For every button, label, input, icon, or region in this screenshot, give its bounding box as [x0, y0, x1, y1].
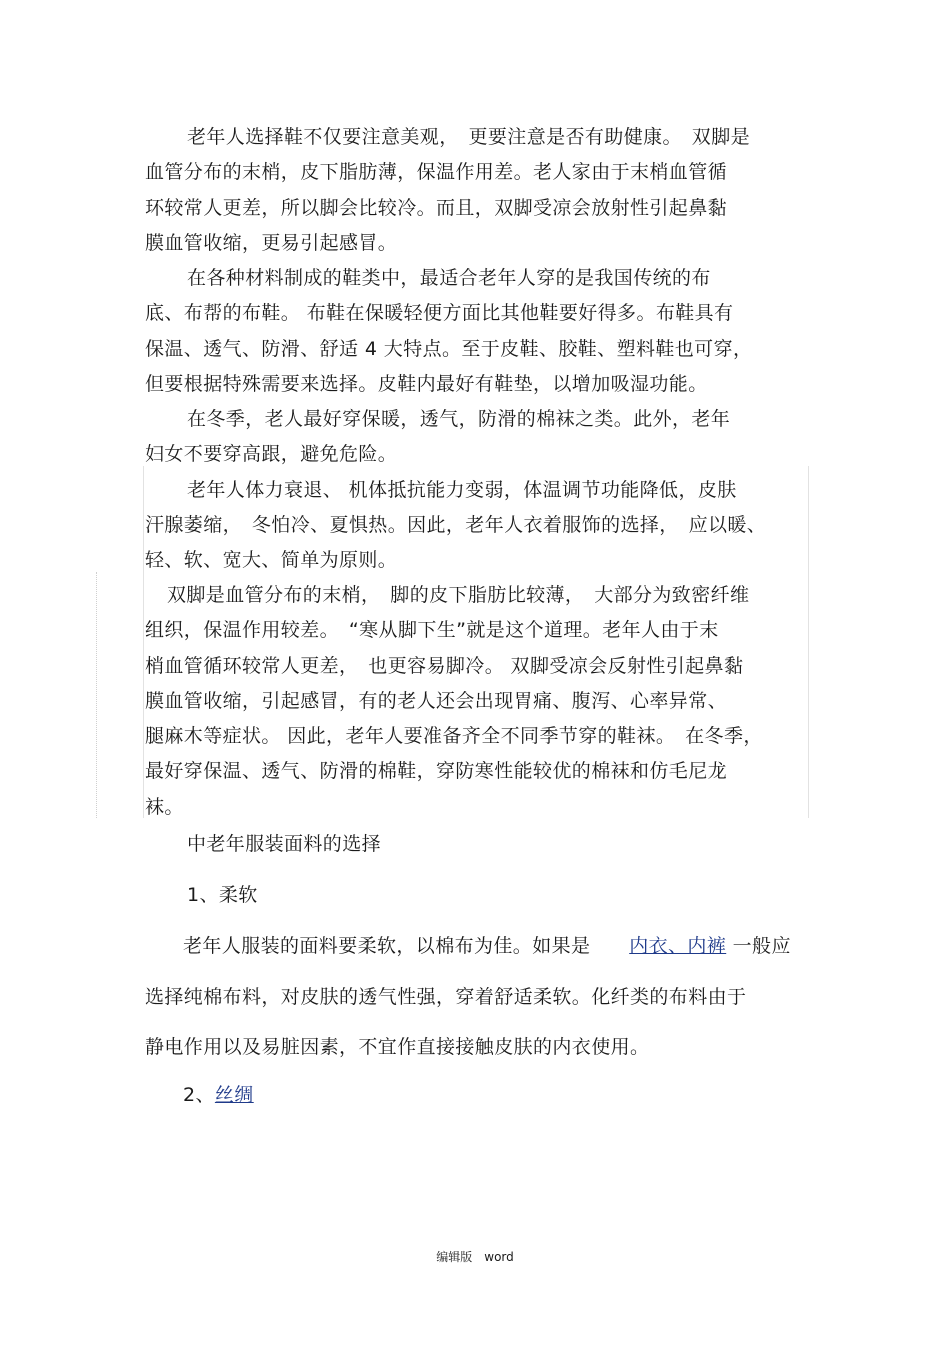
- text-line: 膜血管收缩，更易引起感冒。: [145, 232, 398, 254]
- silk-link[interactable]: 丝绸: [214, 1084, 254, 1106]
- text-span: 老年人服装的面料要柔软，以棉布为佳。如果是: [183, 935, 630, 957]
- fabric-line-1: [183, 934, 791, 958]
- fabric-line-3: 静电作用以及易脏因素，不宜作直接接触皮肤的内衣使用。: [145, 1036, 650, 1058]
- text-line: 老年人选择鞋不仅要注意美观， 更要注意是否有助健康。 双脚是: [187, 126, 751, 148]
- text-line: 老年人体力衰退、 机体抵抗能力变弱，体温调节功能降低，皮肤: [187, 479, 737, 501]
- text-line: 妇女不要穿高跟，避免危险。: [145, 443, 398, 465]
- text-line: 膜血管收缩，引起感冒，有的老人还会出现胃痛、腹泻、心率异常、: [145, 690, 728, 712]
- fabric-line-2: 选择纯棉布料，对皮肤的透气性强，穿着舒适柔软。化纤类的布料由于: [145, 986, 747, 1008]
- section-title: 中老年服装面料的选择: [187, 833, 382, 855]
- text-line: 在各种材料制成的鞋类中，最适合老年人穿的是我国传统的布: [187, 267, 711, 289]
- text-line: 袜。: [145, 796, 184, 818]
- text-line: 血管分布的末梢，皮下脂肪薄，保温作用差。老人家由于末梢血管循: [145, 161, 728, 183]
- text-span: 一般应: [726, 935, 791, 957]
- text-span: 2、: [183, 1084, 215, 1106]
- text-line: 底、布帮的布鞋。 布鞋在保暖轻便方面比其他鞋要好得多。布鞋具有: [145, 302, 734, 324]
- margin-guide-line: [96, 572, 97, 818]
- text-line: 汗腺萎缩， 冬怕冷、夏惧热。因此，老年人衣着服饰的选择， 应以暖、: [145, 514, 767, 536]
- text-line: 组织，保温作用较差。 “寒从脚下生”就是这个道理。老年人由于末: [145, 619, 719, 641]
- text-line: 轻、软、宽大、简单为原则。: [145, 549, 398, 571]
- item-heading-soft: 1、柔软: [187, 884, 258, 906]
- text-line: 最好穿保温、透气、防滑的棉鞋，穿防寒性能较优的棉袜和仿毛尼龙: [145, 760, 728, 782]
- page-footer: 编辑版 word: [436, 1250, 514, 1264]
- text-line: 在冬季，老人最好穿保暖，透气，防滑的棉袜之类。此外，老年: [187, 408, 731, 430]
- text-line: 环较常人更差，所以脚会比较冷。而且，双脚受凉会放射性引起鼻黏: [145, 197, 728, 219]
- text-line: 梢血管循环较常人更差， 也更容易脚冷。 双脚受凉会反射性引起鼻黏: [145, 655, 744, 677]
- item-heading-silk: [183, 1083, 254, 1107]
- underwear-link[interactable]: 内衣、内裤: [629, 935, 727, 957]
- text-line: 但要根据特殊需要来选择。皮鞋内最好有鞋垫，以增加吸湿功能。: [145, 373, 708, 395]
- text-line: 双脚是血管分布的末梢， 脚的皮下脂肪比较薄， 大部分为致密纤维: [167, 584, 750, 606]
- text-line: 腿麻木等症状。 因此，老年人要准备齐全不同季节穿的鞋袜。 在冬季，: [145, 725, 763, 747]
- text-line: 保温、透气、防滑、舒适 4 大特点。至于皮鞋、胶鞋、塑料鞋也可穿，: [145, 338, 753, 360]
